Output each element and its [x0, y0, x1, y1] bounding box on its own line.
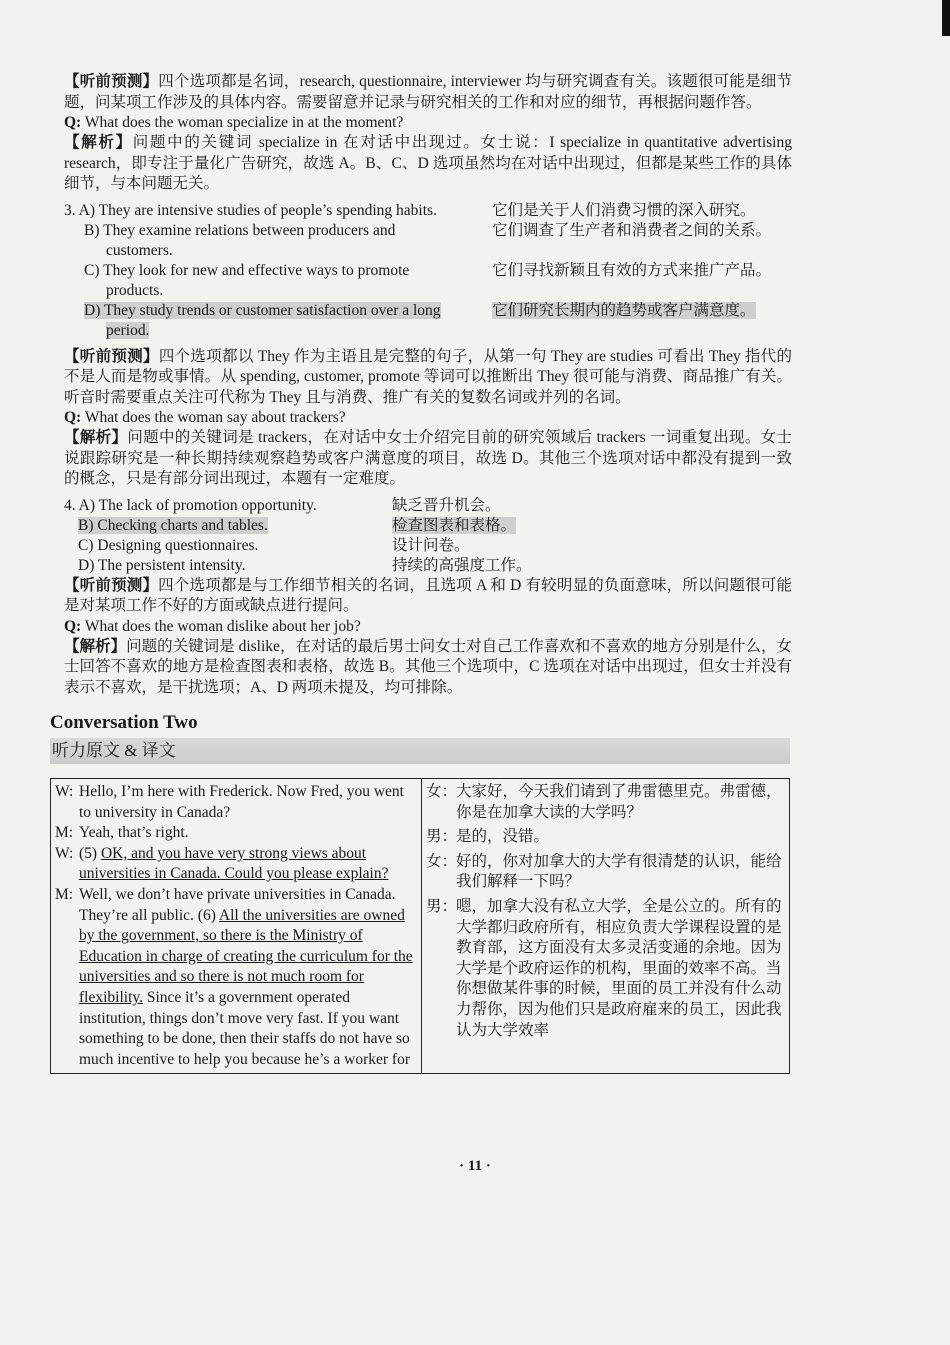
dialogue-line: M: Well, we don’t have private universities in Canada. They’re all public. (6) All the universities are owned by the government, so there is the Ministry of Education in charge of creating the curriculum for the universities and so there is not much room for flexibility. Since it’s a government operated institution, things don’t move very fast. If you want something to be done, then their staffs do not have so much incentive to help you because he’s a worker for — [55, 885, 413, 1068]
dialogue-line: 女： 大家好，今天我们请到了弗雷德里克。弗雷德，你是在加拿大读的大学吗？ — [426, 783, 782, 821]
q3-option-c: C) They look for new and effective ways to promote products. 它们寻找新颖且有效的方式来推广产品。 — [84, 261, 772, 299]
page-content — [50, 72, 792, 1074]
prediction-intro: 【听前预测】四个选项都是名词，research, questionnaire, interviewer 均与研究调查有关。该题很可能是细节题，问某项工作涉及的具体内容。需要留意并记录与研究相关的工作和对应的细节，再根据问题作答。 — [64, 73, 792, 111]
q4-option-b-answer: B) Checking charts and tables. 检查图表和表格。 — [78, 516, 517, 534]
dialogue-line: 女： 好的，你对加拿大的大学有很清楚的认识，能给我们解释一下吗？ — [426, 852, 782, 891]
dialogue-line: W: (5) OK, and you have very strong views about universities in Canada. Could you please explain? — [55, 844, 389, 883]
dialogue-table — [50, 778, 790, 1074]
dialogue-english — [51, 779, 422, 1074]
page-number: · 11 · — [459, 1158, 491, 1174]
analysis-4: 【解析】问题的关键词是 dislike，在对话的最后男士问女士对自己工作喜欢和不喜欢的地方分别是什么，女士回答不喜欢的地方是检查图表和表格，故选 B。其他三个选项中，C 选项在对话中出现过，但女士并没有表示不喜欢，是干扰选项；A、D 两项未提及，均可排除。 — [64, 637, 792, 696]
q3-options — [64, 201, 792, 341]
section-title: Conversation Two — [50, 712, 198, 733]
analysis-3: 【解析】问题中的关键词是 trackers，在对话中女士介绍完目前的研究领域后 trackers 一词重复出现。女士说跟踪研究是一种长期持续观察趋势或客户满意度的项目，故选 D。其他三个选项对话中都没有提到一致的概念，只是有部分词出现过，本题有一定难度。 — [64, 429, 792, 487]
q4-option-c: C) Designing questionnaires. 设计问卷。 — [78, 536, 470, 554]
question-2: Q: What does the woman specialize in at the moment? — [64, 114, 404, 131]
q3-option-d-answer: D) They study trends or customer satisfaction over a long period. 它们研究长期内的趋势或客户满意度。 — [84, 301, 756, 339]
dialogue-line: M: Yeah, that’s right. — [55, 824, 189, 842]
q3-option-b: B) They examine relations between producers and customers. 它们调查了生产者和消费者之间的关系。 — [84, 221, 772, 259]
question-3: Q: What does the woman say about trackers? — [64, 409, 346, 426]
dialogue-line: 男： 嗯，加拿大没有私立大学，全是公立的。所有的大学都归政府所有，相应负责大学课程设置的是教育部，这方面没有太多灵活变通的余地。因为大学是个政府运作的机构，里面的效率不高。当你想做某件事的时候，里面的员工并没有什么动力帮你，因为他们只是政府雇来的员工，因此我认为大学效率 — [426, 897, 782, 1039]
section-band: 听力原文 & 译文 — [50, 738, 790, 764]
dialogue-line: 男： 是的，没错。 — [426, 828, 550, 846]
prediction-3: 【听前预测】四个选项都以 They 作为主语且是完整的句子，从第一句 They are studies 可看出 They 指代的不是人而是物或事情。从 spending, customer, promote 等词可以推断出 They 很可能与消费、商品推广有关。听音时需要重点关注可代称为 They 且与消费、推广有关的复数名词或并列的名词。 — [64, 347, 792, 406]
dialogue-line: W: Hello, I’m here with Frederick. Now Fred, you went to university in Canada? — [55, 783, 404, 821]
q4-options — [64, 496, 792, 576]
q4-option-d: D) The persistent intensity. 持续的高强度工作。 — [78, 556, 532, 574]
corner-mark — [942, 0, 950, 36]
analysis-2: 【解析】问题中的关键词 specialize in 在对话中出现过。女士说：I specialize in quantitative advertising research，即专注于量化广告研究，故选 A。B、C、D 选项虽然均在对话中出现过，但都是某些工作的具体细节，与本问题无关。 — [64, 134, 792, 192]
prediction-4: 【听前预测】四个选项都是与工作细节相关的名词，且选项 A 和 D 有较明显的负面意味，所以问题很可能是对某项工作不好的方面或缺点进行提问。 — [64, 576, 792, 614]
q3-option-a: 3. A) They are intensive studies of people’s spending habits. 它们是关于人们消费习惯的深入研究。 — [64, 201, 756, 219]
dialogue-chinese — [422, 779, 790, 1074]
question-4: Q: What does the woman dislike about her job? — [64, 617, 361, 635]
q4-option-a: 4. A) The lack of promotion opportunity. 缺乏晋升机会。 — [64, 496, 501, 514]
